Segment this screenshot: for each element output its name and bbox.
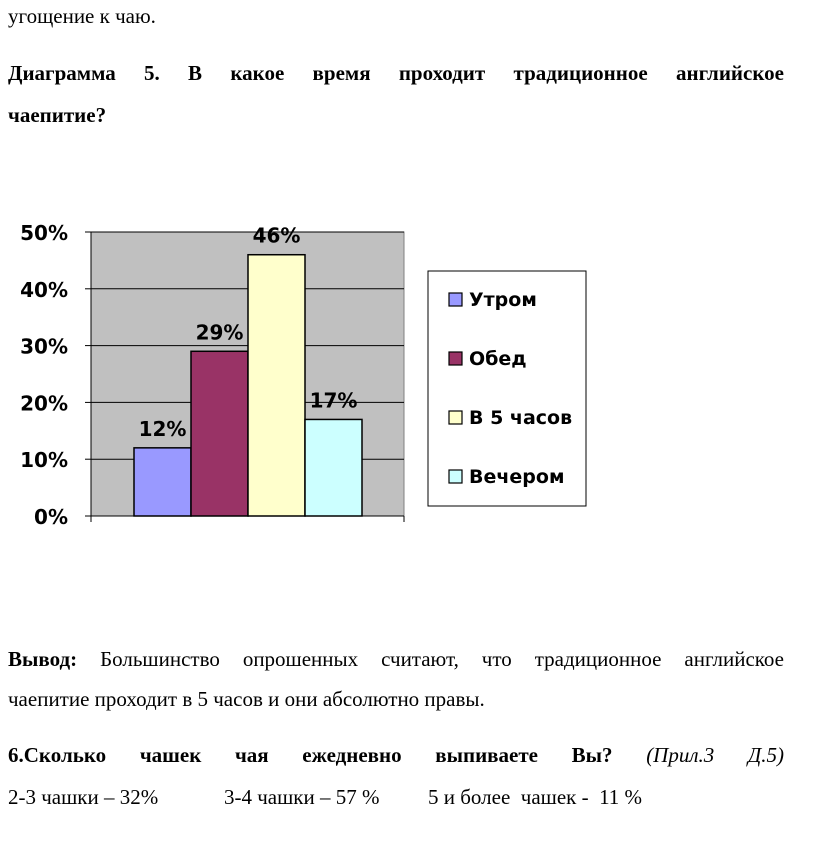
- stat-3-4-cups: 3-4 чашки – 57 %: [224, 785, 380, 809]
- legend-swatch-3: [449, 411, 462, 424]
- legend-label-1: Утром: [469, 289, 537, 311]
- legend-swatch-1: [449, 293, 462, 306]
- data-label-3: 46%: [252, 223, 301, 248]
- conclusion-line2: чаепитие проходит в 5 часов и они абсолютно правы.: [8, 687, 485, 711]
- legend-swatch-2: [449, 352, 462, 365]
- legend-label-3: В 5 часов: [469, 407, 573, 429]
- legend-label-4: Вечером: [469, 466, 565, 488]
- conclusion-label: Вывод:: [8, 647, 78, 671]
- y-tick-label: 30%: [20, 334, 68, 359]
- legend-swatch-4: [449, 470, 462, 483]
- y-tick-label: 50%: [20, 221, 68, 245]
- conclusion-text: Большинство опрошенных считают, что традиционное английское: [100, 647, 784, 671]
- diagram-heading-line2: чаепитие?: [8, 103, 107, 127]
- legend-label-2: Обед: [469, 348, 527, 370]
- data-label-2: 29%: [195, 320, 244, 345]
- y-tick-label: 40%: [20, 277, 68, 302]
- bar-2: [191, 351, 248, 516]
- y-tick-label: 20%: [20, 391, 68, 416]
- data-label-1: 12%: [138, 416, 187, 441]
- question-6-text: 6.Сколько чашек чая ежедневно выпиваете Вы?: [8, 743, 613, 767]
- bar-3: [248, 255, 305, 516]
- legend: [428, 271, 586, 506]
- bar-4: [305, 419, 362, 516]
- intro-text-end: угощение к чаю.: [8, 4, 156, 28]
- question-6: [8, 742, 784, 768]
- conclusion-line1: [8, 646, 784, 672]
- data-label-4: 17%: [309, 388, 358, 413]
- y-tick-label: 0%: [34, 505, 68, 529]
- y-tick-label: 10%: [20, 448, 68, 473]
- diagram-heading-line1: Диаграмма 5. В какое время проходит традиционное английское: [8, 61, 784, 85]
- stat-2-3-cups: 2-3 чашки – 32%: [8, 785, 159, 809]
- question-6-ref: (Прил.3 Д.5): [646, 743, 785, 767]
- bar-1: [134, 448, 191, 516]
- bar-chart: [0, 200, 816, 530]
- stat-5-plus-cups: 5 и более чашек - 11 %: [428, 785, 643, 809]
